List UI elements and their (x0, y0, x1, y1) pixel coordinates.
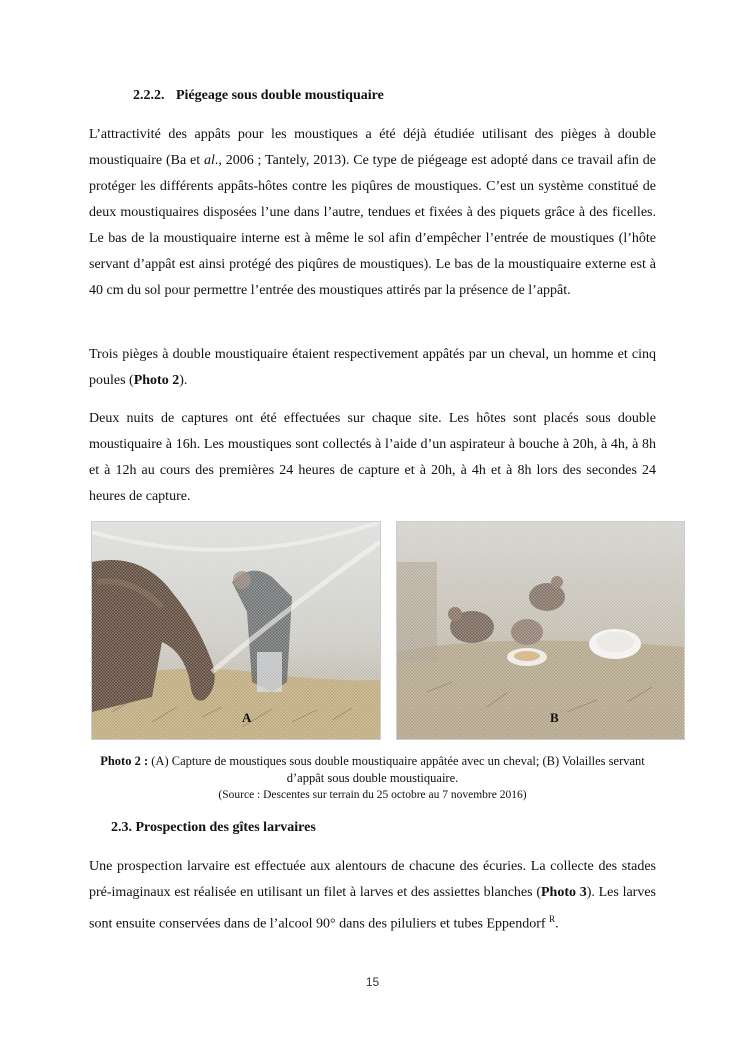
photo-caption (89, 753, 656, 804)
photo-a-label: A (242, 710, 252, 725)
section-title: Piégeage sous double moustiquaire (176, 88, 384, 103)
photo-b-label: B (550, 710, 559, 725)
paragraph-three-traps: Trois pièges à double moustiquaire étaient respectivement appâtés par un cheval, un homme et cinq poules (Photo 2). (89, 347, 656, 388)
paragraph-capture-nights: Deux nuits de captures ont été effectuées sur chaque site. Les hôtes sont placés sous double moustiquaire à 16h. Les moustiques sont collectés à l’aide d’un aspirateur à bouche à 20h, à 4h, à 8h et à 12h au cours des premières 24 heures de capture et à 20h, à 4h et à 8h lors des secondes 24 heures de capture. (89, 411, 656, 504)
section-heading-2-2-2 (133, 88, 384, 104)
section-number: 2.2.2. (133, 88, 165, 103)
paragraph-attractivity: L’attractivité des appâts pour les moustiques a été déjà étudiée utilisant des pièges à double moustiquaire (Ba et al., 2006 ; Tantely, 2013). Ce type de piégeage est adopté dans ce travail afin de protéger les différents appâts-hôtes contre les piqûres de moustiques. C’est un système constitué de deux moustiquaires disposées l’une dans l’autre, tendues et fixées à des piquets grâce à des ficelles. Le bas de la moustiquaire interne est à même le sol afin d’empêcher l’entrée de moustiques (l’hôte servant d’appât est ainsi protégé des piqûres de moustiques). Le bas de la moustiquaire externe est à 40 cm du sol pour permettre l’entrée des moustiques attirés par la présence de l’appât. (89, 127, 656, 298)
poultry-photo-image (397, 522, 684, 739)
photo-a-horse (91, 521, 381, 740)
horse-photo-image (92, 522, 380, 739)
paragraph-larval-prospection: Une prospection larvaire est effectuée aux alentours de chacune des écuries. La collecte des stades pré-imaginaux est réalisée en utilisant un filet à larves et des assiettes blanches (Photo 3). Les larves sont ensuite conservées dans de l’alcool 90° dans des piluliers et tubes Eppendorf $^R$. (89, 859, 656, 932)
caption-text: Photo 2 : (A) Capture de moustiques sous double moustiquaire appâtée avec un cheval; (B) Volailles servant d’appât sous double moustiquaire. (100, 754, 645, 785)
page-number: 15 (365, 975, 380, 989)
section-heading-2-3: 2.3. Prospection des gîtes larvaires (111, 820, 316, 835)
photo-b-poultry (396, 521, 685, 740)
caption-source: (Source : Descentes sur terrain du 25 octobre au 7 novembre 2016) (218, 789, 527, 801)
photo-reference: Photo 3 (541, 885, 587, 900)
registered-mark: R (549, 914, 556, 924)
photo-reference: Photo 2 (133, 373, 180, 388)
